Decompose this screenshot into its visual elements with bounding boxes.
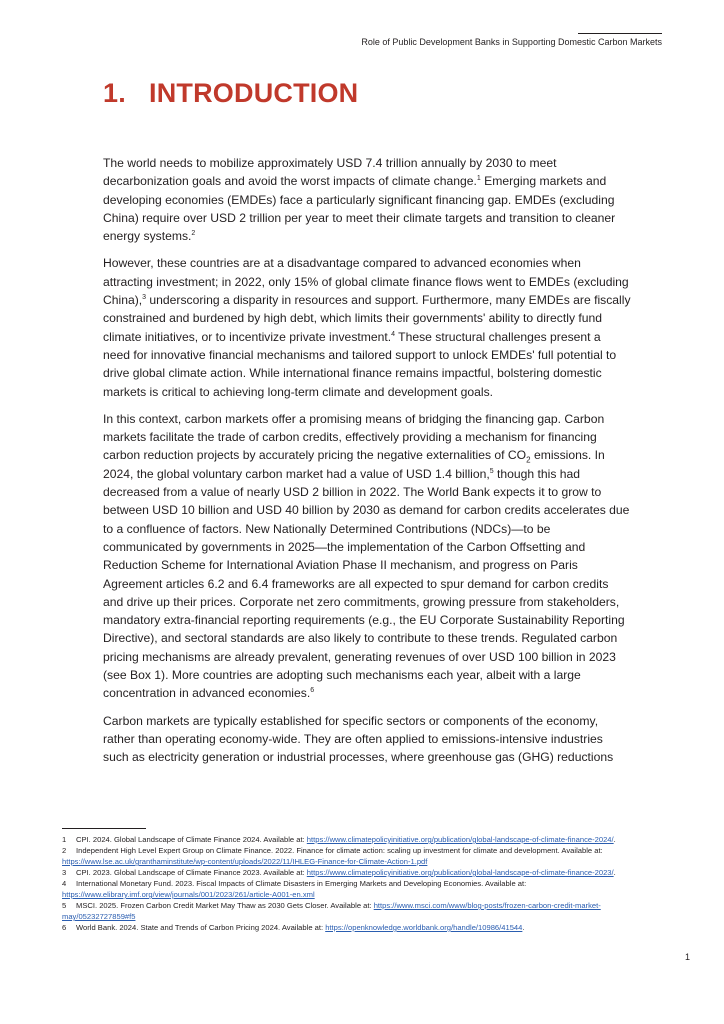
footnote-ref-1[interactable]: 1 xyxy=(476,175,481,183)
footnote-link[interactable]: https://openknowledge.worldbank.org/handle/10986/41544 xyxy=(325,923,523,932)
paragraph-text: Carbon markets are typically established for specific sectors or components of the economy, rather than operating economy-wide. They are often applied to emissions-intensive industries such as electricity generation or industrial processes, where greenhouse gas (GHG) reductions xyxy=(103,713,614,765)
footnote-number: 6 xyxy=(62,923,67,932)
footnote-ref-3[interactable]: 3 xyxy=(142,294,147,302)
footnotes xyxy=(62,834,662,933)
paragraph-text: emissions. In 2024, the global voluntary carbon market had a value of USD 1.4 billion, xyxy=(103,448,605,481)
footnote-divider xyxy=(62,828,146,829)
footnote-ref-4[interactable]: 4 xyxy=(391,330,396,338)
footnote-text: CPI. 2024. Global Landscape of Climate Finance 2024. Available at: xyxy=(76,835,307,844)
chapter-number: 1. xyxy=(103,78,126,108)
footnote-text: CPI. 2023. Global Landscape of Climate Finance 2023. Available at: xyxy=(76,868,307,877)
footnote-tail: . xyxy=(522,923,525,932)
footnote-tail: . xyxy=(613,868,616,877)
paragraph-text: In this context, carbon markets offer a promising means of bridging the financing gap. Carbon markets facilitate the trade of carbon credits, effectively providing a mechanism for financing carbon reduction projects by accurately pricing the negative externalities of CO xyxy=(103,411,605,463)
running-header: Role of Public Development Banks in Supporting Domestic Carbon Markets xyxy=(361,37,662,47)
footnote-link[interactable]: https://www.elibrary.imf.org/view/journals/001/2023/261/article-A001-en.xml xyxy=(62,890,315,899)
footnote-link[interactable]: https://www.climatepolicyinitiative.org/publication/global-landscape-of-climate-finance-2024/ xyxy=(306,835,614,844)
header-rule xyxy=(578,33,662,34)
footnote-number: 4 xyxy=(62,879,67,888)
footnote-1 xyxy=(62,834,662,845)
footnote-5 xyxy=(62,900,662,922)
footnote-number: 1 xyxy=(62,835,67,844)
footnote-text: MSCI. 2025. Frozen Carbon Credit Market May Thaw as 2030 Gets Closer. Available at: xyxy=(76,901,374,910)
footnote-ref-6[interactable]: 6 xyxy=(310,687,315,695)
page-number: 1 xyxy=(684,952,690,962)
subscript-2: 2 xyxy=(526,455,531,465)
paragraph-2 xyxy=(103,254,631,400)
footnote-3 xyxy=(62,867,662,878)
paragraph-text: The world needs to mobilize approximately USD 7.4 trillion annually by 2030 to meet decarbonization goals and avoid the worst impacts of climate change. xyxy=(103,156,557,189)
footnote-link[interactable]: https://www.msci.com/www/blog-posts/frozen-carbon-credit-market-may/05232727859#f5 xyxy=(62,901,601,921)
footnote-ref-5[interactable]: 5 xyxy=(489,467,494,475)
paragraph-3 xyxy=(103,410,631,703)
paragraph-text: Emerging markets and developing economies (EMDEs) face a particularly significant financing gap. EMDEs (excluding China) require over USD 2 trillion per year to meet their climate targets and transition to cleaner energy systems. xyxy=(103,174,616,244)
footnote-text: International Monetary Fund. 2023. Fiscal Impacts of Climate Disasters in Emerging Markets and Developing Economies. Available at: xyxy=(76,879,527,888)
chapter-heading xyxy=(103,78,358,109)
paragraph-text: However, these countries are at a disadvantage compared to advanced economies when attracting investment; in 2022, only 15% of global climate finance flows went to EMDEs (excluding China), xyxy=(103,256,629,308)
footnote-link[interactable]: https://www.lse.ac.uk/granthaminstitute/wp-content/uploads/2022/11/IHLEG-Finance-for-Climate-Action-1.pdf xyxy=(62,857,428,866)
paragraph-text: underscoring a disparity in resources and support. Furthermore, many EMDEs are fiscally constrained and burdened by high debt, which limits their governments' ability to directly fund climate initiatives, or to incentivize private investment. xyxy=(103,293,631,344)
paragraph-1 xyxy=(103,154,631,245)
paragraph-text: though this had decreased from a value of nearly USD 2 billion in 2022. The World Bank expects it to grow to between USD 10 billion and USD 40 billion by 2030 as demand for carbon credits accelerates due to a confluence of factors. New Nationally Determined Contributions (NDCs)—to be communicated by governments in 2025—the implementation of the Carbon Offsetting and Reduction Scheme for International Aviation Phase II mechanism, and progress on Paris Agreement articles 6.2 and 6.4 frameworks are all expected to spur demand for carbon credits and drive up their prices. Corporate net zero commitments, growing pressure from stakeholders, mandatory extra-financial reporting requirements (e.g., the EU Corporate Sustainability Reporting Directive), and sectoral standards are also likely to contribute to these trends. Regulated carbon pricing mechanisms are already prevalent, generating revenues of over USD 100 billion in 2023 (see Box 1). More countries are adopting such mechanisms each year, albeit with a large concentration in advanced economies. xyxy=(103,466,630,701)
footnote-number: 2 xyxy=(62,846,67,855)
footnote-number: 5 xyxy=(62,901,67,910)
footnote-ref-2[interactable]: 2 xyxy=(191,230,196,238)
footnote-number: 3 xyxy=(62,868,67,877)
footnote-6 xyxy=(62,922,662,933)
footnote-text: Independent High Level Expert Group on Climate Finance. 2022. Finance for climate action: scaling up investment for climate and development. Available at: xyxy=(76,846,603,855)
footnote-2 xyxy=(62,845,662,867)
chapter-title: INTRODUCTION xyxy=(149,78,359,108)
footnote-4 xyxy=(62,878,662,900)
paragraph-4 xyxy=(103,712,631,767)
footnote-text: World Bank. 2024. State and Trends of Carbon Pricing 2024. Available at: xyxy=(76,923,326,932)
footnote-tail: . xyxy=(613,835,616,844)
body-text xyxy=(103,154,631,776)
footnote-link[interactable]: https://www.climatepolicyinitiative.org/publication/global-landscape-of-climate-finance-2023/ xyxy=(306,868,614,877)
paragraph-text: These structural challenges present a need for innovative financial mechanisms and tailored support to unlock EMDEs' full potential to drive global climate action. While international finance remains impactful, bolstering domestic markets is critical to achieving long-term climate and development goals. xyxy=(103,329,617,399)
